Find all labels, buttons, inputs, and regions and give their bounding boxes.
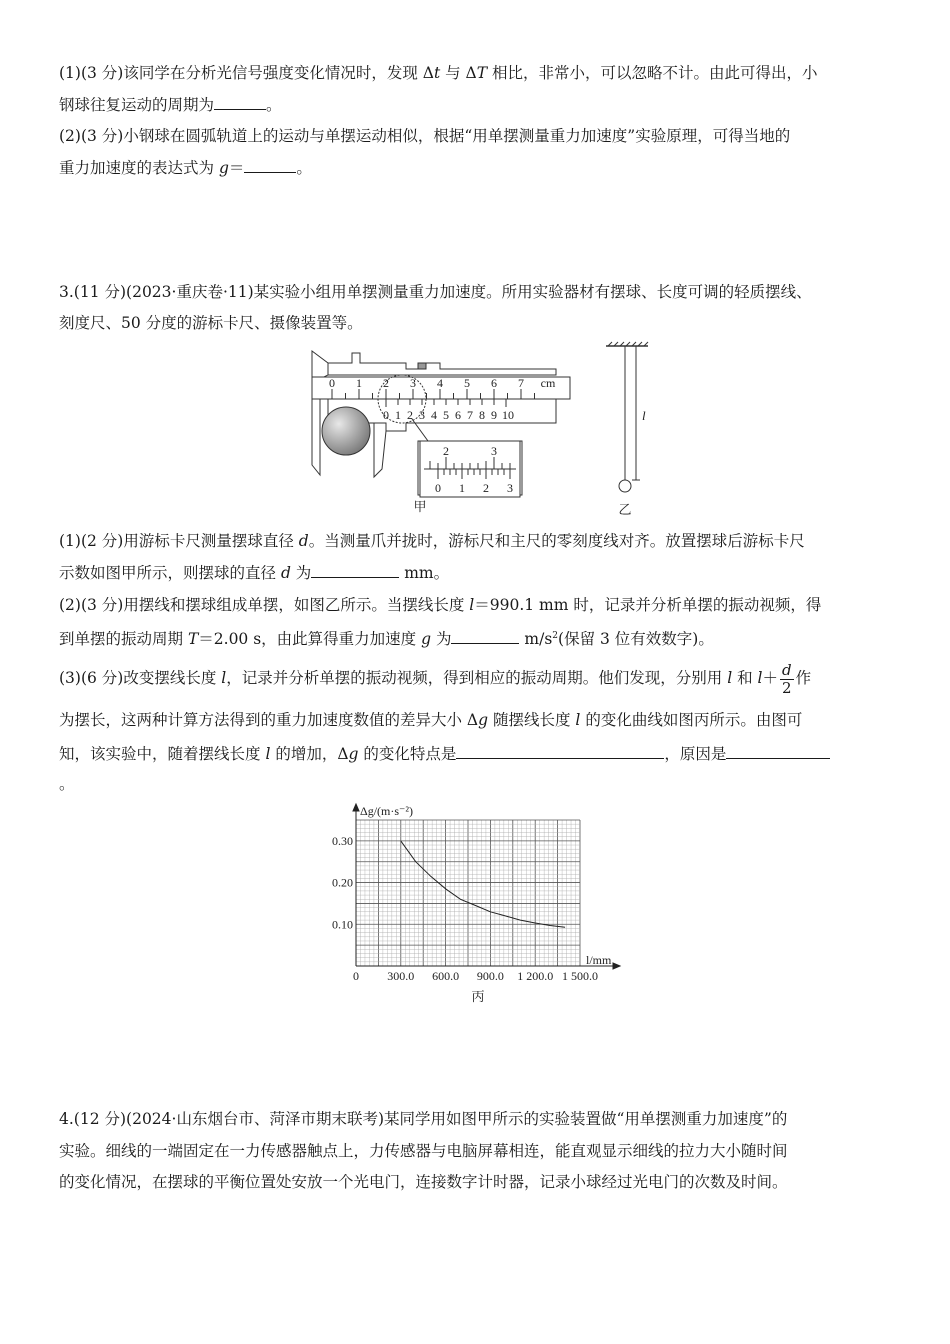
- fraction-denominator: 2: [782, 678, 792, 697]
- zoom-vernier-label: 0: [435, 481, 441, 495]
- figure-label-yi: 乙: [618, 502, 632, 517]
- unit-superscript: 2: [552, 631, 559, 641]
- y-tick-label: 0.10: [332, 917, 353, 932]
- chart-ylabel: Δg/(m·s⁻²): [360, 804, 413, 818]
- chart-xlabel: l/mm: [586, 953, 612, 967]
- p4-line2: 实验。细线的一端固定在一力传感器触点上，力传感器与电脑屏幕相连，能直观显示细线的拉力大小随时间: [59, 1142, 788, 1160]
- p3-q1-text-c: 示数如图甲所示，则摆球的直径: [59, 564, 281, 582]
- p3-q2-line1: [59, 594, 821, 616]
- p3-q1-text-b: 。当测量爪并拢时，游标尺和主尺的零刻度线对齐。放置摆球后游标卡尺: [308, 532, 805, 550]
- p3-q3-line2-c: 的变化曲线如图丙所示。由图可: [580, 711, 803, 729]
- vernier-tick-label: 6: [455, 408, 461, 422]
- p3-q3-line2-a: 为摆长，这两种计算方法得到的重力加速度数值的差异大小 Δ: [59, 711, 479, 729]
- caliper-slider: [328, 353, 556, 375]
- pendulum-length-label: l: [642, 408, 646, 423]
- p2-q1-line2: [59, 93, 282, 116]
- p3-q2-line2: [59, 625, 714, 650]
- p3-q3-text-d: 作: [795, 669, 812, 687]
- figure-label-jia: 甲: [413, 499, 427, 514]
- vernier-tick-label: 7: [467, 408, 473, 422]
- p3-q3-text-c: 和: [732, 669, 758, 687]
- delta-g-chart: [320, 800, 630, 1010]
- caliper-lower-jaw-moving: [374, 423, 386, 477]
- p3-q3-line2: [59, 709, 802, 731]
- answer-blank-trend[interactable]: [456, 742, 664, 759]
- caliper-figure: [290, 345, 580, 515]
- vernier-tick-label: 5: [443, 408, 449, 422]
- p3-q2-text-a: (2)(3 分)用摆线和摆球组成单摆，如图乙所示。当摆线长度: [59, 596, 470, 614]
- p3-intro-line2: 刻度尺、50 分度的游标卡尺、摄像装置等。: [59, 314, 363, 332]
- p2-q2-line2-text: 重力加速度的表达式为: [59, 159, 219, 177]
- var-d: d: [280, 564, 291, 582]
- var-l: l: [757, 669, 763, 687]
- main-tick-label: 6: [491, 376, 497, 390]
- p3-q3-line2-b: 随摆线长度: [488, 711, 576, 729]
- x-tick-label: 1 200.0: [517, 969, 554, 983]
- p3-q3-line1: [59, 658, 811, 698]
- p3-q1-text-e: 为: [290, 564, 312, 582]
- p3-q2-text-f: (保留 3 位有效数字)。: [558, 630, 714, 649]
- p3-q1-line2: [59, 561, 449, 584]
- chart-ticks: [332, 834, 598, 983]
- x-axis-arrow: [613, 963, 620, 969]
- var-d: d: [298, 532, 309, 550]
- pendulum-figure: [600, 340, 660, 518]
- p3-q3-line3-a: 知，该实验中，随着摆线长度: [59, 745, 266, 763]
- x-tick-label: 600.0: [432, 969, 460, 983]
- p2-q1-line1: [59, 62, 818, 84]
- main-tick-label: 2: [383, 376, 389, 390]
- main-tick-label: 1: [356, 376, 362, 390]
- main-tick-label: 3: [410, 376, 416, 390]
- var-t: t: [433, 64, 441, 82]
- caliper-fixed-jaw: [312, 351, 328, 379]
- p3-q1-line1: [59, 530, 805, 552]
- fraction-numerator: d: [782, 660, 792, 679]
- pendulum-bob: [619, 480, 631, 492]
- vernier-tick-label: 3: [419, 408, 425, 422]
- var-l: l: [469, 596, 475, 614]
- main-tick-label: 0: [329, 376, 335, 390]
- unit-mm: mm。: [399, 564, 450, 582]
- zoom-main-label: 2: [443, 444, 449, 458]
- p3-q3-text-a: (3)(6 分)改变摆线长度: [59, 669, 222, 687]
- zoom-vernier-label: 1: [459, 481, 465, 495]
- equals-sign: ＝: [228, 159, 245, 177]
- vernier-tick-label: 1: [395, 408, 401, 422]
- p3-q3-text-b: ，记录并分析单摆的振动视频，得到相应的振动周期。他们发现，分别用: [226, 669, 728, 687]
- p3-q3-end: 。: [59, 775, 75, 793]
- y-axis-arrow: [353, 804, 359, 811]
- var-T: T: [476, 64, 488, 82]
- vernier-tick-label: 2: [407, 408, 413, 422]
- var-g: g: [421, 630, 432, 649]
- p3-q2-text-e: 为: [431, 630, 452, 649]
- p2-q2-end: 。: [296, 159, 312, 177]
- unit-ms2: m/s: [519, 630, 553, 649]
- var-g: g: [478, 711, 489, 729]
- vernier-tick-label: 0: [383, 408, 389, 422]
- pendulum-ball: [322, 407, 370, 455]
- p3-q3-line3-b: 的增加，Δ: [270, 745, 349, 763]
- answer-blank-diameter[interactable]: [311, 561, 399, 578]
- vernier-tick-label: 4: [431, 408, 437, 422]
- answer-blank-period[interactable]: [214, 93, 266, 110]
- main-tick-label: 4: [437, 376, 443, 390]
- p2-q2-line2: [59, 156, 312, 179]
- p2-q1-end: 。: [266, 96, 282, 114]
- zoom-vernier-label: 2: [483, 481, 489, 495]
- p2-q2-line1: (2)(3 分)小钢球在圆弧轨道上的运动与单摆运动相似，根据“用单摆测量重力加速度”实验原理，可得当地的: [59, 127, 791, 145]
- caliper-lower-jaw-fixed: [312, 399, 320, 475]
- vernier-tick-label: 8: [479, 408, 485, 422]
- answer-blank-g-expression[interactable]: [244, 156, 296, 173]
- vernier-tick-label: 9: [491, 408, 497, 422]
- p3-q2-text-d: ＝2.00 s，由此算得重力加速度: [198, 630, 422, 649]
- p3-q3-line3: [59, 742, 830, 765]
- var-g: g: [348, 745, 359, 763]
- p3-intro-line1: 3.(11 分)(2023·重庆卷·11)某实验小组用单摆测量重力加速度。所用实验器材有摆球、长度可调的轻质摆线、: [59, 283, 812, 301]
- zoom-vernier-label: 3: [507, 481, 513, 495]
- y-tick-label: 0.30: [332, 833, 353, 848]
- main-tick-label: 7: [518, 376, 524, 390]
- p2-q1-text-c: 相比，非常小，可以忽略不计。由此可得出，小: [487, 64, 818, 82]
- p3-q3-line3-c: 的变化特点是: [358, 745, 457, 763]
- p4-line3: 的变化情况，在摆球的平衡位置处安放一个光电门，连接数字计时器，记录小球经过光电门的次数及时间。: [59, 1173, 788, 1191]
- p4-line1: 4.(12 分)(2024·山东烟台市、菏泽市期末联考)某同学用如图甲所示的实验装置做“用单摆测重力加速度”的: [59, 1110, 788, 1128]
- var-l: l: [221, 669, 227, 687]
- y-tick-label: 0.20: [332, 875, 353, 890]
- p2-q1-text-a: (1)(3 分)该同学在分析光信号强度变化情况时，发现 Δ: [59, 64, 434, 82]
- fraction-d-over-2: [780, 662, 794, 697]
- main-tick-label: 5: [464, 376, 470, 390]
- chart-series-line: [401, 841, 565, 927]
- answer-blank-gravity[interactable]: [451, 627, 519, 644]
- var-l: l: [727, 669, 733, 687]
- x-tick-label: 1 500.0: [562, 969, 598, 983]
- p3-q3-line3-d: ，原因是: [664, 745, 727, 763]
- var-g: g: [218, 159, 229, 177]
- figure-label-bing: 丙: [471, 989, 485, 1004]
- p3-q2-text-b: ＝990.1 mm 时，记录并分析单摆的振动视频，得: [474, 596, 822, 614]
- zoom-main-label: 3: [491, 444, 497, 458]
- var-l: l: [575, 711, 581, 729]
- p2-q1-line2-text: 钢球往复运动的周期为: [59, 96, 215, 114]
- x-tick-label: 0: [353, 969, 359, 983]
- plus-sign: ＋: [762, 669, 778, 687]
- var-T: T: [187, 630, 199, 649]
- answer-blank-reason[interactable]: [726, 742, 830, 759]
- main-scale-unit: cm: [540, 376, 556, 390]
- p2-q1-text-b: 与 Δ: [440, 64, 477, 82]
- vernier-tick-label: 10: [502, 408, 514, 422]
- x-tick-label: 900.0: [476, 969, 504, 983]
- p3-q2-text-c: 到单摆的振动周期: [59, 630, 188, 649]
- x-tick-label: 300.0: [387, 969, 415, 983]
- p3-q1-text-a: (1)(2 分)用游标卡尺测量摆球直径: [59, 532, 299, 550]
- var-l: l: [265, 745, 271, 763]
- chart-grid: [356, 820, 580, 966]
